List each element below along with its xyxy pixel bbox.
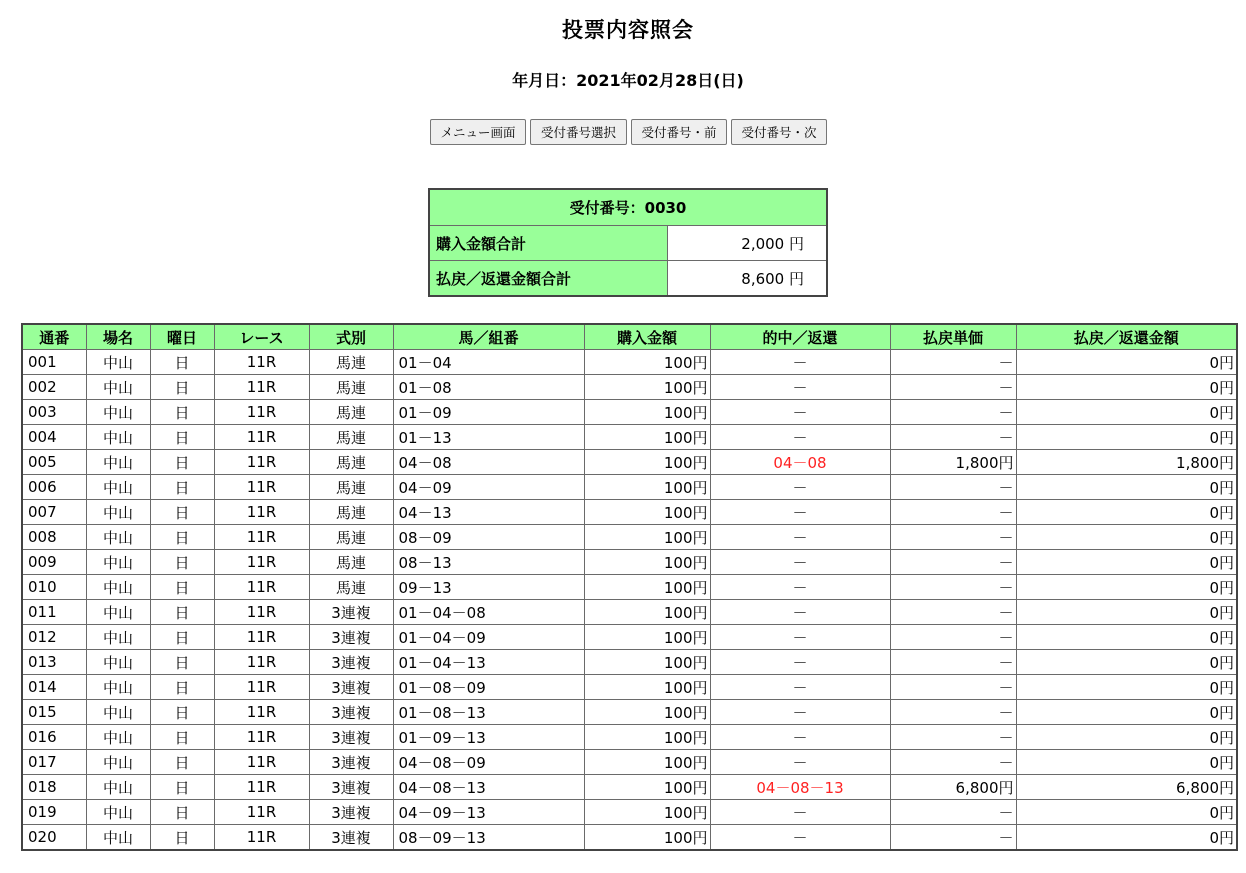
cell-venue: 中山 (86, 725, 150, 750)
cell-bet-type: 馬連 (309, 375, 393, 400)
cell-payout-amount: 0円 (1016, 575, 1237, 600)
cell-hit-refund: － (710, 750, 890, 775)
cell-serial: 009 (22, 550, 86, 575)
cell-venue: 中山 (86, 450, 150, 475)
cell-bet-type: 3連複 (309, 625, 393, 650)
cell-payout-amount: 0円 (1016, 400, 1237, 425)
cell-venue: 中山 (86, 650, 150, 675)
cell-race: 11R (214, 675, 309, 700)
cell-payout-unit: － (890, 500, 1016, 525)
cell-combination: 04－09 (393, 475, 584, 500)
cell-bet-type: 3連複 (309, 600, 393, 625)
cell-serial: 019 (22, 800, 86, 825)
cell-hit-refund: － (710, 575, 890, 600)
table-row (22, 775, 1237, 800)
cell-venue: 中山 (86, 750, 150, 775)
cell-venue: 中山 (86, 600, 150, 625)
table-row (22, 600, 1237, 625)
cell-payout-amount: 1,800円 (1016, 450, 1237, 475)
cell-bet-type: 3連複 (309, 800, 393, 825)
cell-purchase-amount: 100円 (584, 625, 710, 650)
cell-combination: 08－13 (393, 550, 584, 575)
cell-purchase-amount: 100円 (584, 350, 710, 375)
table-row (22, 475, 1237, 500)
cell-payout-amount: 0円 (1016, 750, 1237, 775)
cell-purchase-amount: 100円 (584, 425, 710, 450)
cell-bet-type: 馬連 (309, 350, 393, 375)
cell-venue: 中山 (86, 475, 150, 500)
cell-weekday: 日 (150, 625, 214, 650)
cell-serial: 012 (22, 625, 86, 650)
cell-serial: 003 (22, 400, 86, 425)
cell-payout-unit: － (890, 400, 1016, 425)
cell-serial: 014 (22, 675, 86, 700)
cell-hit-refund: － (710, 625, 890, 650)
cell-weekday: 日 (150, 675, 214, 700)
table-row (22, 825, 1237, 851)
refund-total-label: 払戻／返還金額合計 (429, 261, 668, 297)
table-row (22, 500, 1237, 525)
cell-combination: 01－08－09 (393, 675, 584, 700)
cell-bet-type: 3連複 (309, 750, 393, 775)
cell-payout-amount: 0円 (1016, 675, 1237, 700)
cell-weekday: 日 (150, 600, 214, 625)
cell-race: 11R (214, 550, 309, 575)
cell-payout-unit: － (890, 675, 1016, 700)
cell-race: 11R (214, 725, 309, 750)
cell-venue: 中山 (86, 350, 150, 375)
cell-purchase-amount: 100円 (584, 750, 710, 775)
cell-weekday: 日 (150, 575, 214, 600)
cell-venue: 中山 (86, 375, 150, 400)
cell-race: 11R (214, 450, 309, 475)
cell-race: 11R (214, 575, 309, 600)
cell-combination: 01－08－13 (393, 700, 584, 725)
cell-purchase-amount: 100円 (584, 550, 710, 575)
cell-payout-unit: － (890, 525, 1016, 550)
cell-payout-amount: 6,800円 (1016, 775, 1237, 800)
column-header-purchase-amount: 購入金額 (584, 324, 710, 350)
table-body (22, 350, 1237, 851)
cell-race: 11R (214, 625, 309, 650)
cell-weekday: 日 (150, 750, 214, 775)
cell-payout-unit: － (890, 750, 1016, 775)
table-row (22, 700, 1237, 725)
cell-bet-type: 3連複 (309, 700, 393, 725)
cell-weekday: 日 (150, 550, 214, 575)
cell-purchase-amount: 100円 (584, 450, 710, 475)
cell-serial: 008 (22, 525, 86, 550)
cell-hit-refund: － (710, 700, 890, 725)
cell-serial: 016 (22, 725, 86, 750)
column-header-venue: 場名 (86, 324, 150, 350)
cell-weekday: 日 (150, 650, 214, 675)
cell-payout-unit: － (890, 375, 1016, 400)
receipt-number: 受付番号：0030 (429, 189, 827, 226)
column-header-payout-amount: 払戻／返還金額 (1016, 324, 1237, 350)
table-header-row (22, 324, 1237, 350)
cell-venue: 中山 (86, 575, 150, 600)
cell-payout-amount: 0円 (1016, 725, 1237, 750)
cell-hit-refund: － (710, 600, 890, 625)
cell-payout-amount: 0円 (1016, 500, 1237, 525)
date-label: 年月日：2021年02月28日(日) (512, 71, 744, 90)
table-row (22, 675, 1237, 700)
column-header-hit-refund: 的中／返還 (710, 324, 890, 350)
cell-venue: 中山 (86, 400, 150, 425)
cell-bet-type: 馬連 (309, 500, 393, 525)
cell-weekday: 日 (150, 450, 214, 475)
column-header-serial: 通番 (22, 324, 86, 350)
cell-payout-amount: 0円 (1016, 825, 1237, 851)
cell-combination: 04－08 (393, 450, 584, 475)
cell-bet-type: 3連複 (309, 675, 393, 700)
cell-serial: 013 (22, 650, 86, 675)
purchase-total-value: 2,000 円 (668, 226, 828, 261)
cell-purchase-amount: 100円 (584, 650, 710, 675)
cell-payout-amount: 0円 (1016, 700, 1237, 725)
cell-combination: 01－04 (393, 350, 584, 375)
cell-hit-refund: － (710, 400, 890, 425)
cell-hit-refund: － (710, 825, 890, 851)
cell-serial: 017 (22, 750, 86, 775)
cell-venue: 中山 (86, 825, 150, 851)
cell-purchase-amount: 100円 (584, 575, 710, 600)
column-header-weekday: 曜日 (150, 324, 214, 350)
refund-total-value: 8,600 円 (668, 261, 828, 297)
cell-race: 11R (214, 375, 309, 400)
cell-hit-refund: － (710, 525, 890, 550)
cell-race: 11R (214, 800, 309, 825)
cell-payout-amount: 0円 (1016, 600, 1237, 625)
cell-combination: 04－13 (393, 500, 584, 525)
cell-hit-refund: － (710, 675, 890, 700)
column-header-payout-unit: 払戻単価 (890, 324, 1016, 350)
cell-combination: 09－13 (393, 575, 584, 600)
cell-purchase-amount: 100円 (584, 675, 710, 700)
menu-button[interactable]: メニュー画面 (430, 119, 526, 145)
cell-purchase-amount: 100円 (584, 775, 710, 800)
cell-serial: 002 (22, 375, 86, 400)
cell-weekday: 日 (150, 825, 214, 851)
table-row (22, 575, 1237, 600)
cell-serial: 007 (22, 500, 86, 525)
cell-serial: 004 (22, 425, 86, 450)
table-row (22, 725, 1237, 750)
cell-bet-type: 馬連 (309, 400, 393, 425)
cell-purchase-amount: 100円 (584, 725, 710, 750)
cell-race: 11R (214, 525, 309, 550)
cell-weekday: 日 (150, 350, 214, 375)
cell-combination: 04－09－13 (393, 800, 584, 825)
cell-combination: 01－13 (393, 425, 584, 450)
cell-combination: 01－04－08 (393, 600, 584, 625)
cell-payout-amount: 0円 (1016, 800, 1237, 825)
cell-payout-amount: 0円 (1016, 550, 1237, 575)
cell-race: 11R (214, 400, 309, 425)
table-row (22, 350, 1237, 375)
cell-serial: 015 (22, 700, 86, 725)
cell-payout-unit: 1,800円 (890, 450, 1016, 475)
cell-purchase-amount: 100円 (584, 375, 710, 400)
cell-purchase-amount: 100円 (584, 525, 710, 550)
cell-bet-type: 馬連 (309, 575, 393, 600)
cell-weekday: 日 (150, 700, 214, 725)
cell-weekday: 日 (150, 775, 214, 800)
cell-hit-refund: － (710, 375, 890, 400)
summary-table (428, 188, 828, 297)
cell-purchase-amount: 100円 (584, 800, 710, 825)
cell-payout-unit: － (890, 800, 1016, 825)
cell-venue: 中山 (86, 550, 150, 575)
cell-payout-unit: － (890, 650, 1016, 675)
cell-payout-amount: 0円 (1016, 350, 1237, 375)
cell-venue: 中山 (86, 700, 150, 725)
cell-combination: 01－09－13 (393, 725, 584, 750)
column-header-bet-type: 式別 (309, 324, 393, 350)
purchase-total-label: 購入金額合計 (429, 226, 668, 261)
cell-race: 11R (214, 500, 309, 525)
cell-payout-unit: － (890, 625, 1016, 650)
cell-payout-unit: － (890, 475, 1016, 500)
column-header-race: レース (214, 324, 309, 350)
cell-bet-type: 馬連 (309, 425, 393, 450)
cell-bet-type: 3連複 (309, 725, 393, 750)
cell-combination: 08－09 (393, 525, 584, 550)
cell-purchase-amount: 100円 (584, 600, 710, 625)
cell-weekday: 日 (150, 800, 214, 825)
table-row (22, 400, 1237, 425)
cell-hit-refund: － (710, 425, 890, 450)
cell-payout-unit: － (890, 550, 1016, 575)
cell-hit-refund: 04－08 (710, 450, 890, 475)
cell-race: 11R (214, 475, 309, 500)
cell-payout-amount: 0円 (1016, 425, 1237, 450)
cell-serial: 006 (22, 475, 86, 500)
receipt-select-button[interactable]: 受付番号選択 (530, 119, 627, 145)
navigation-buttons (430, 119, 827, 145)
cell-payout-unit: － (890, 575, 1016, 600)
cell-hit-refund: － (710, 475, 890, 500)
cell-payout-unit: － (890, 725, 1016, 750)
cell-purchase-amount: 100円 (584, 400, 710, 425)
cell-bet-type: 馬連 (309, 475, 393, 500)
cell-venue: 中山 (86, 800, 150, 825)
table-row (22, 375, 1237, 400)
cell-weekday: 日 (150, 475, 214, 500)
bet-detail-table (21, 323, 1238, 851)
cell-hit-refund: － (710, 800, 890, 825)
cell-race: 11R (214, 350, 309, 375)
cell-hit-refund: － (710, 650, 890, 675)
cell-venue: 中山 (86, 625, 150, 650)
table-row (22, 800, 1237, 825)
cell-payout-amount: 0円 (1016, 625, 1237, 650)
cell-combination: 01－09 (393, 400, 584, 425)
cell-payout-amount: 0円 (1016, 375, 1237, 400)
cell-race: 11R (214, 600, 309, 625)
cell-hit-refund: － (710, 500, 890, 525)
table-row (22, 625, 1237, 650)
cell-payout-unit: － (890, 825, 1016, 851)
cell-payout-unit: 6,800円 (890, 775, 1016, 800)
cell-weekday: 日 (150, 525, 214, 550)
cell-payout-amount: 0円 (1016, 650, 1237, 675)
cell-weekday: 日 (150, 400, 214, 425)
cell-combination: 08－09－13 (393, 825, 584, 851)
cell-weekday: 日 (150, 725, 214, 750)
cell-bet-type: 3連複 (309, 650, 393, 675)
page-title: 投票内容照会 (562, 18, 694, 42)
cell-combination: 01－04－13 (393, 650, 584, 675)
receipt-next-button[interactable]: 受付番号・次 (731, 119, 827, 145)
cell-hit-refund: － (710, 350, 890, 375)
cell-serial: 011 (22, 600, 86, 625)
cell-bet-type: 3連複 (309, 775, 393, 800)
cell-payout-unit: － (890, 700, 1016, 725)
cell-venue: 中山 (86, 425, 150, 450)
cell-weekday: 日 (150, 500, 214, 525)
cell-bet-type: 馬連 (309, 525, 393, 550)
cell-venue: 中山 (86, 775, 150, 800)
cell-hit-refund: 04－08－13 (710, 775, 890, 800)
cell-combination: 04－08－09 (393, 750, 584, 775)
cell-race: 11R (214, 775, 309, 800)
cell-weekday: 日 (150, 425, 214, 450)
cell-payout-unit: － (890, 600, 1016, 625)
cell-venue: 中山 (86, 500, 150, 525)
cell-bet-type: 馬連 (309, 450, 393, 475)
cell-payout-unit: － (890, 350, 1016, 375)
cell-race: 11R (214, 700, 309, 725)
cell-payout-unit: － (890, 425, 1016, 450)
cell-payout-amount: 0円 (1016, 475, 1237, 500)
cell-serial: 020 (22, 825, 86, 851)
cell-serial: 001 (22, 350, 86, 375)
cell-venue: 中山 (86, 675, 150, 700)
cell-payout-amount: 0円 (1016, 525, 1237, 550)
cell-venue: 中山 (86, 525, 150, 550)
cell-race: 11R (214, 750, 309, 775)
cell-purchase-amount: 100円 (584, 500, 710, 525)
cell-serial: 018 (22, 775, 86, 800)
cell-combination: 01－08 (393, 375, 584, 400)
cell-purchase-amount: 100円 (584, 825, 710, 851)
cell-purchase-amount: 100円 (584, 475, 710, 500)
cell-serial: 010 (22, 575, 86, 600)
cell-serial: 005 (22, 450, 86, 475)
cell-bet-type: 3連複 (309, 825, 393, 851)
table-row (22, 650, 1237, 675)
table-row (22, 750, 1237, 775)
cell-hit-refund: － (710, 550, 890, 575)
table-row (22, 425, 1237, 450)
table-row (22, 525, 1237, 550)
table-row (22, 550, 1237, 575)
cell-weekday: 日 (150, 375, 214, 400)
cell-combination: 04－08－13 (393, 775, 584, 800)
cell-hit-refund: － (710, 725, 890, 750)
cell-race: 11R (214, 425, 309, 450)
receipt-prev-button[interactable]: 受付番号・前 (631, 119, 727, 145)
cell-bet-type: 馬連 (309, 550, 393, 575)
table-row (22, 450, 1237, 475)
cell-race: 11R (214, 825, 309, 851)
column-header-combination: 馬／組番 (393, 324, 584, 350)
cell-race: 11R (214, 650, 309, 675)
cell-combination: 01－04－09 (393, 625, 584, 650)
cell-purchase-amount: 100円 (584, 700, 710, 725)
